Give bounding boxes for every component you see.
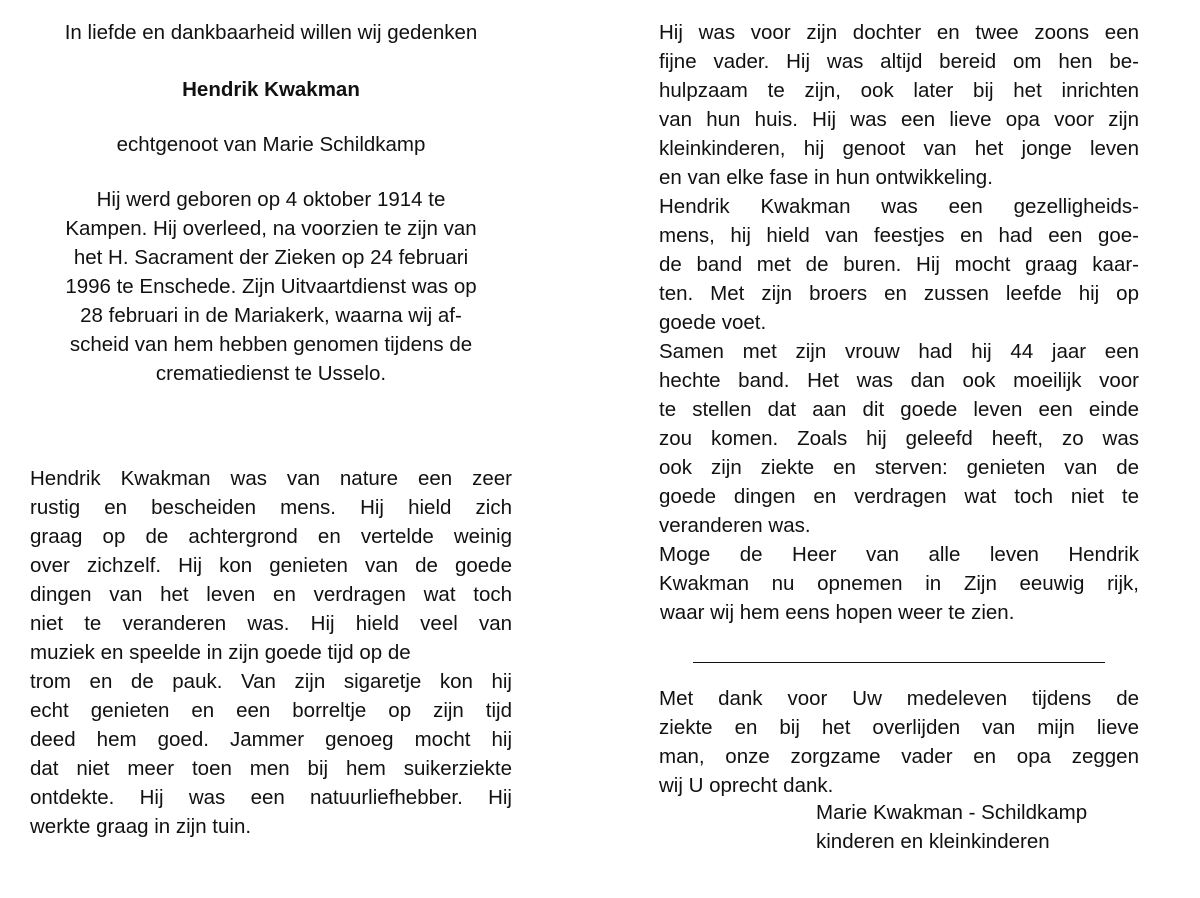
- text-line: ziekte en bij het overlijden van mijn lieve: [659, 716, 1139, 739]
- text-line: crematiedienst te Usselo.: [155, 362, 387, 385]
- text-line: graag op de achtergrond en vertelde weinig: [30, 525, 512, 548]
- text-line: ten. Met zijn broers en zussen leefde hij op: [659, 282, 1139, 305]
- text-line: goede voet.: [659, 311, 767, 334]
- text-line: wij U oprecht dank.: [659, 774, 834, 797]
- text-line: man, onze zorgzame vader en opa zeggen: [659, 745, 1139, 768]
- text-line: zou komen. Zoals hij geleefd heeft, zo was: [659, 427, 1139, 450]
- text-line: fijne vader. Hij was altijd bereid om hen be-: [659, 50, 1139, 73]
- text-line: van hun huis. Hij was een lieve opa voor zijn: [659, 108, 1139, 131]
- text-line: Hendrik Kwakman was een gezelligheids-: [659, 195, 1139, 218]
- text-line: over zichzelf. Hij kon genieten van de goede: [30, 554, 512, 577]
- text-line: Hendrik Kwakman was van nature een zeer: [30, 467, 512, 490]
- text-line: en van elke fase in hun ontwikkeling.: [659, 166, 993, 189]
- signature-name: Marie Kwakman - Schildkamp: [816, 801, 1088, 824]
- prayer-paragraph: [659, 540, 1139, 627]
- intro-line: In liefde en dankbaarheid willen wij gedenken: [64, 21, 478, 44]
- signature-block: [816, 798, 1087, 856]
- text-line: goede dingen en verdragen wat toch niet te: [659, 485, 1139, 508]
- divider-line: [693, 662, 1105, 663]
- text-line: trom en de pauk. Van zijn sigaretje kon hij: [30, 670, 512, 693]
- text-line: rustig en bescheiden mens. Hij hield zich: [30, 496, 512, 519]
- text-line: 1996 te Enschede. Zijn Uitvaartdienst was op: [65, 275, 477, 298]
- text-line: Samen met zijn vrouw had hij 44 jaar een: [659, 340, 1139, 363]
- family-paragraph: [659, 18, 1139, 192]
- text-line: deed hem goed. Jammer genoeg mocht hij: [30, 728, 512, 751]
- thanks-paragraph: [659, 684, 1139, 800]
- marriage-paragraph: [659, 337, 1139, 540]
- text-line: hulpzaam te zijn, ook later bij het inrichten: [659, 79, 1139, 102]
- text-line: veranderen was.: [659, 514, 811, 537]
- text-line: dat niet meer toen men bij hem suikerziekte: [30, 757, 512, 780]
- text-line: het H. Sacrament der Zieken op 24 februari: [73, 246, 469, 269]
- text-line: niet te veranderen was. Hij hield veel van: [30, 612, 512, 635]
- birth-death-paragraph: [30, 185, 512, 388]
- text-line: te stellen dat aan dit goede leven een einde: [659, 398, 1139, 421]
- text-line: Hij was voor zijn dochter en twee zoons een: [659, 21, 1139, 44]
- text-line: ontdekte. Hij was een natuurliefhebber. Hij: [30, 786, 512, 809]
- spouse-line: echtgenoot van Marie Schildkamp: [116, 133, 426, 156]
- text-line: scheid van hem hebben genomen tijdens de: [69, 333, 473, 356]
- deceased-name: Hendrik Kwakman: [182, 78, 360, 101]
- text-line: Met dank voor Uw medeleven tijdens de: [659, 687, 1139, 710]
- text-line: muziek en speelde in zijn goede tijd op de: [30, 641, 411, 664]
- text-line: waar wij hem eens hopen weer te zien.: [660, 601, 1015, 624]
- text-line: ook zijn ziekte en sterven: genieten van de: [659, 456, 1139, 479]
- text-line: de band met de buren. Hij mocht graag kaar-: [659, 253, 1139, 276]
- text-line: kleinkinderen, hij genoot van het jonge leven: [659, 137, 1139, 160]
- text-line: echt genieten en een borreltje op zijn tijd: [30, 699, 512, 722]
- text-line: Moge de Heer van alle leven Hendrik: [659, 543, 1139, 566]
- text-line: mens, hij hield van feestjes en had een goe-: [659, 224, 1139, 247]
- text-line: Hij werd geboren op 4 oktober 1914 te: [96, 188, 446, 211]
- text-line: 28 februari in de Mariakerk, waarna wij af-: [80, 304, 462, 327]
- signature-family: kinderen en kleinkinderen: [816, 830, 1050, 853]
- biography-paragraph: [30, 464, 512, 841]
- text-line: hechte band. Het was dan ook moeilijk voor: [659, 369, 1139, 392]
- text-line: werkte graag in zijn tuin.: [30, 815, 252, 838]
- social-paragraph: [659, 192, 1139, 337]
- text-line: dingen van het leven en verdragen wat toch: [30, 583, 512, 606]
- left-column: [30, 18, 512, 841]
- text-line: Kwakman nu opnemen in Zijn eeuwig rijk,: [659, 572, 1139, 595]
- right-column: [659, 18, 1139, 627]
- text-line: Kampen. Hij overleed, na voorzien te zijn van: [65, 217, 477, 240]
